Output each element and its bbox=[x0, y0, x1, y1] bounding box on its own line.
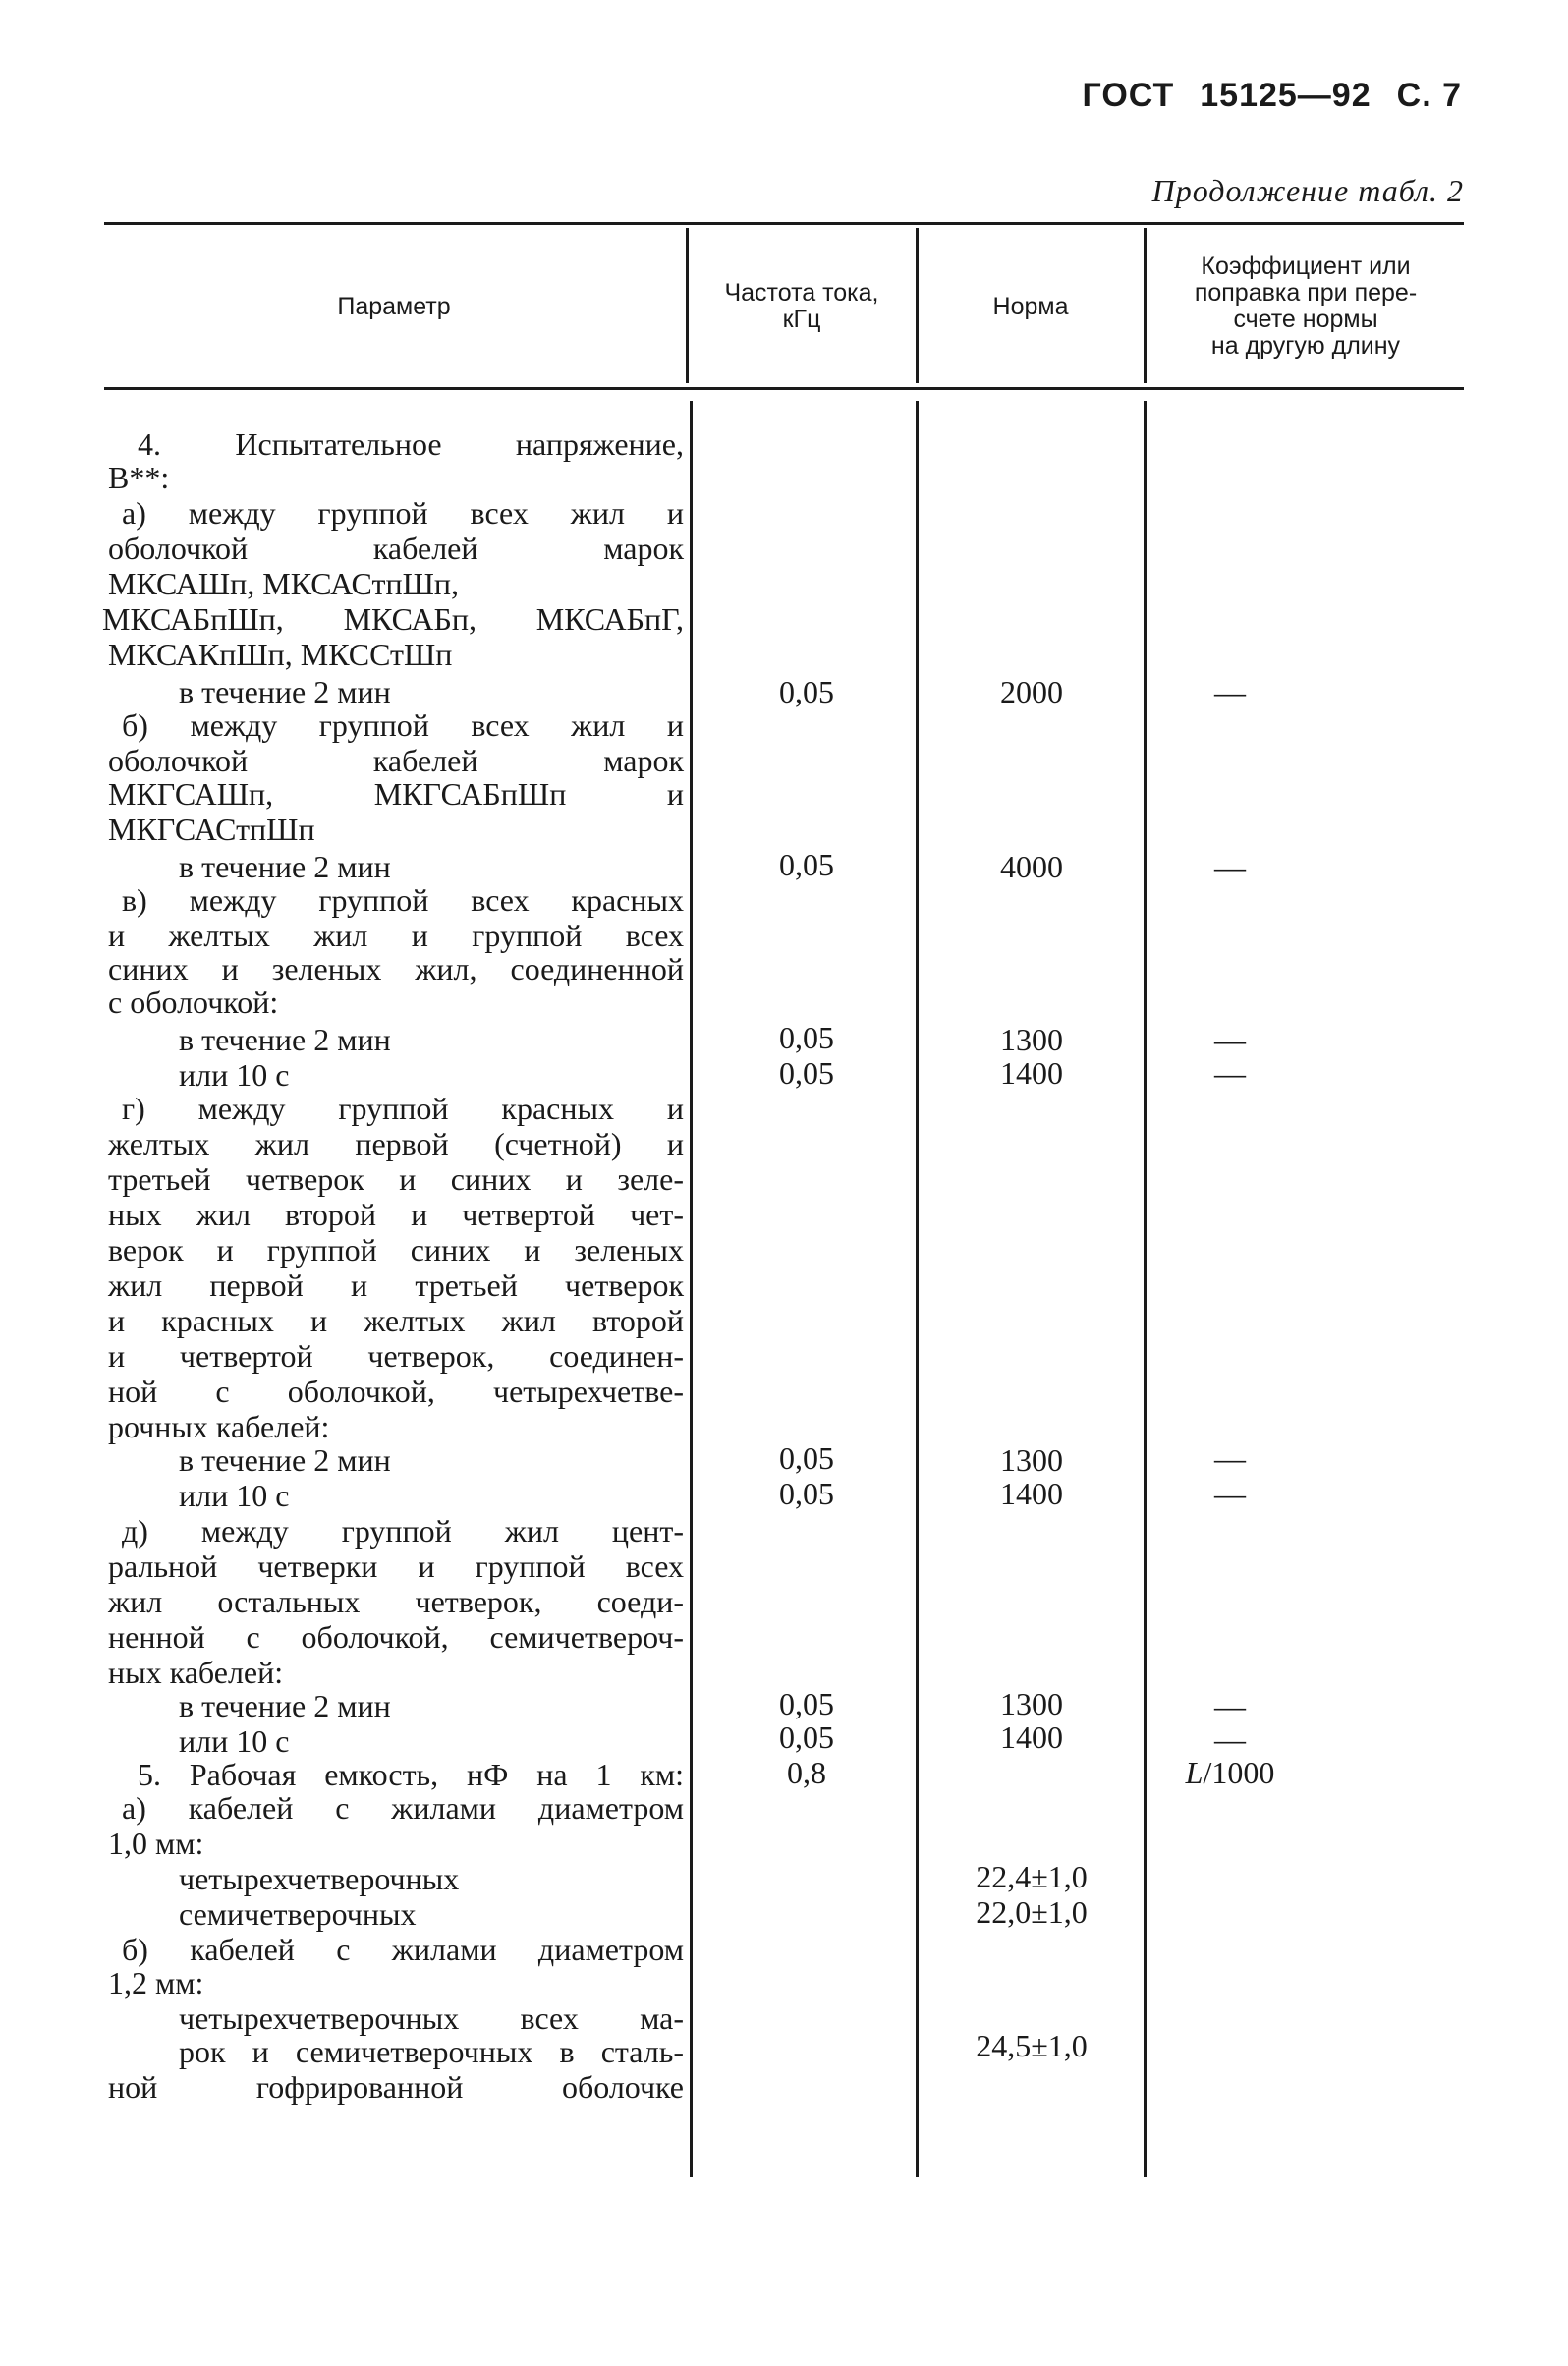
norm-value: 1400 bbox=[1000, 1476, 1063, 1511]
norm-value: 1300 bbox=[1000, 1686, 1063, 1721]
parameter-line: В**: bbox=[108, 460, 170, 495]
page-number: С. 7 bbox=[1396, 77, 1462, 114]
coefficient-value: — bbox=[1214, 1688, 1246, 1723]
parameter-line: д) между группой жил цент- bbox=[122, 1513, 684, 1549]
parameter-line: или 10 с bbox=[179, 1478, 290, 1513]
parameter-line: ненной с оболочкой, семичетвероч- bbox=[108, 1619, 684, 1655]
frequency-value: 0,05 bbox=[779, 1020, 834, 1055]
table-header-rule bbox=[104, 387, 1464, 390]
column-header-coefficient: Коэффициент или поправка при пере- счете нормы на другую длину bbox=[1194, 253, 1418, 360]
parameter-line: и красных и желтых жил второй bbox=[108, 1303, 684, 1338]
coefficient-value: L/1000 bbox=[1185, 1755, 1275, 1790]
parameter-line: рочных кабелей: bbox=[108, 1409, 330, 1444]
parameter-line: МКСАБпШп, МКСАБп, МКСАБпГ, bbox=[102, 601, 684, 637]
parameter-line: четырехчетверочных всех ма- bbox=[179, 2000, 684, 2036]
coefficient-value: — bbox=[1214, 1055, 1246, 1091]
norm-value: 4000 bbox=[1000, 849, 1063, 884]
parameter-line: верок и группой синих и зеленых bbox=[108, 1232, 684, 1268]
parameter-line: синих и зеленых жил, соединенной bbox=[108, 951, 684, 986]
parameter-line: в течение 2 мин bbox=[179, 1442, 391, 1478]
parameter-line: в течение 2 мин bbox=[179, 1688, 391, 1723]
norm-value: 22,4±1,0 bbox=[976, 1859, 1088, 1894]
parameter-line: с оболочкой: bbox=[108, 985, 279, 1020]
parameter-line: семичетверочных bbox=[179, 1896, 417, 1932]
parameter-line: или 10 с bbox=[179, 1057, 290, 1093]
frequency-value: 0,8 bbox=[787, 1755, 826, 1790]
norm-value: 24,5±1,0 bbox=[976, 2028, 1088, 2063]
parameter-line: и желтых жил и группой всех bbox=[108, 918, 684, 953]
parameter-line: четырехчетверочных bbox=[179, 1861, 460, 1896]
table-continuation-caption: Продолжение табл. 2 bbox=[1151, 173, 1464, 208]
parameter-line: в течение 2 мин bbox=[179, 1022, 391, 1057]
page-header bbox=[1083, 77, 1462, 115]
body-column-divider bbox=[690, 401, 693, 2177]
parameter-line: и четвертой четверок, соединен- bbox=[108, 1338, 684, 1374]
frequency-value: 0,05 bbox=[779, 1055, 834, 1091]
frequency-value: 0,05 bbox=[779, 1719, 834, 1755]
norm-value: 1300 bbox=[1000, 1442, 1063, 1478]
header-column-divider bbox=[686, 228, 689, 383]
column-header-norm: Норма bbox=[992, 292, 1069, 320]
parameter-line: МКСАШп, МКСАСтпШп, bbox=[108, 566, 459, 601]
parameter-line: МКГСАШп, МКГСАБпШп и bbox=[108, 776, 684, 812]
norm-value: 1300 bbox=[1000, 1022, 1063, 1057]
frequency-value: 0,05 bbox=[779, 1686, 834, 1721]
frequency-value: 0,05 bbox=[779, 1476, 834, 1511]
norm-value: 1400 bbox=[1000, 1055, 1063, 1091]
parameter-line: 5. Рабочая емкость, нФ на 1 км: bbox=[138, 1757, 684, 1792]
parameter-line: ных кабелей: bbox=[108, 1655, 284, 1690]
parameter-line: ных жил второй и четвертой чет- bbox=[108, 1197, 684, 1232]
parameter-line: или 10 с bbox=[179, 1723, 290, 1759]
parameter-line: жил остальных четверок, соеди- bbox=[108, 1584, 684, 1619]
coefficient-value: — bbox=[1214, 1721, 1246, 1757]
parameter-line: рок и семичетверочных в сталь- bbox=[179, 2034, 684, 2069]
parameter-line: третьей четверок и синих и зеле- bbox=[108, 1161, 684, 1197]
parameter-line: г) между группой красных и bbox=[122, 1091, 684, 1126]
norm-value: 1400 bbox=[1000, 1719, 1063, 1755]
parameter-line: ральной четверки и группой всех bbox=[108, 1549, 684, 1584]
header-column-divider bbox=[916, 228, 919, 383]
coefficient-value: — bbox=[1214, 1440, 1246, 1476]
header-column-divider bbox=[1144, 228, 1147, 383]
parameter-line: 4. Испытательное напряжение, bbox=[138, 426, 684, 462]
parameter-line: в течение 2 мин bbox=[179, 674, 391, 709]
parameter-line: ной гофрированной оболочке bbox=[108, 2069, 684, 2105]
parameter-line: в течение 2 мин bbox=[179, 849, 391, 884]
coefficient-value: — bbox=[1214, 1022, 1246, 1057]
parameter-line: 1,0 мм: bbox=[108, 1826, 204, 1861]
parameter-line: МКСАКпШп, МКССтШп bbox=[108, 637, 453, 672]
frequency-value: 0,05 bbox=[779, 1440, 834, 1476]
parameter-line: б) между группой всех жил и bbox=[122, 707, 684, 743]
standard-label: ГОСТ bbox=[1082, 77, 1175, 114]
parameter-line: б) кабелей с жилами диаметром bbox=[122, 1932, 684, 1967]
standard-number: 15125—92 bbox=[1200, 77, 1372, 114]
parameter-line: в) между группой всех красных bbox=[122, 882, 684, 918]
norm-value: 2000 bbox=[1000, 674, 1063, 709]
column-header-parameter: Параметр bbox=[337, 292, 451, 320]
frequency-value: 0,05 bbox=[779, 674, 834, 709]
parameter-line: желтых жил первой (счетной) и bbox=[108, 1126, 684, 1161]
parameter-line: а) между группой всех жил и bbox=[122, 495, 684, 531]
parameter-line: МКГСАСтпШп bbox=[108, 812, 315, 847]
parameter-line: 1,2 мм: bbox=[108, 1965, 204, 2000]
norm-value: 22,0±1,0 bbox=[976, 1894, 1088, 1930]
frequency-value: 0,05 bbox=[779, 847, 834, 882]
parameter-line: а) кабелей с жилами диаметром bbox=[122, 1790, 684, 1826]
parameter-line: оболочкой кабелей марок bbox=[108, 531, 684, 566]
coefficient-value: — bbox=[1214, 849, 1246, 884]
parameter-line: оболочкой кабелей марок bbox=[108, 743, 684, 778]
coefficient-value: — bbox=[1214, 1476, 1246, 1511]
table-top-rule bbox=[104, 222, 1464, 225]
column-header-frequency: Частота тока, кГц bbox=[724, 279, 879, 333]
parameter-line: ной с оболочкой, четырехчетве- bbox=[108, 1374, 684, 1409]
parameter-line: жил первой и третьей четверок bbox=[108, 1268, 684, 1303]
coefficient-value: — bbox=[1214, 674, 1246, 709]
